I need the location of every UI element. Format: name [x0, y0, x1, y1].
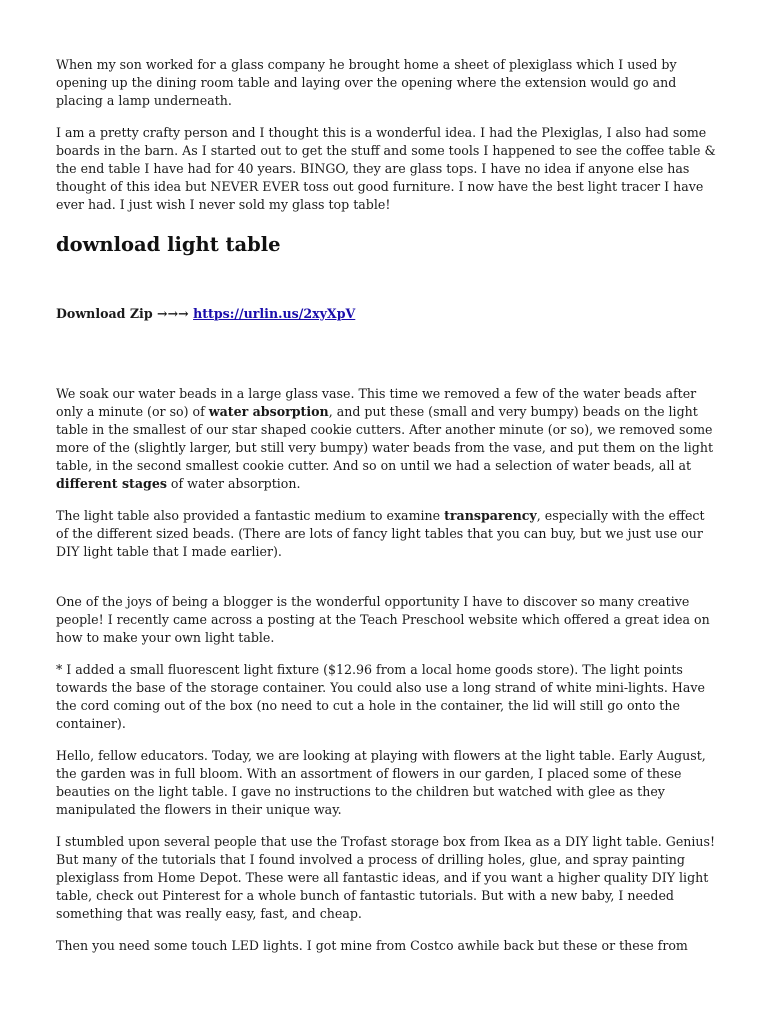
- bold-text: different stages: [56, 476, 167, 491]
- text-span: We soak our water beads in a large glass vase. This time we removed a few of the water beads after only a minute (or so) of: [56, 386, 697, 419]
- text-span: of water absorption.: [166, 476, 301, 491]
- download-label: Download Zip →→→: [56, 306, 194, 321]
- document-page: [56, 56, 718, 969]
- text-span: , especially with the effect of the different sized beads. (There are lots of fancy light tables that you can buy, but we just use our DIY light table that I made earlier).: [56, 508, 705, 559]
- paragraph-led-lights: Then you need some touch LED lights. I got mine from Costco awhile back but these or these from: [56, 938, 688, 953]
- bold-text: transparency: [444, 508, 537, 523]
- spacer: [56, 575, 718, 593]
- paragraph-fluorescent: * I added a small fluorescent light fixture ($12.96 from a local home goods store). The light points towards the base of the storage container. You could also use a long strand of white mini-lights. Have the cord coming out of the box (no need to cut a hole in the container, the lid will still go onto the container).: [56, 662, 705, 731]
- paragraph-crafty: I am a pretty crafty person and I thought this is a wonderful idea. I had the Plexiglas, I also had some boards in the barn. As I started out to get the stuff and some tools I happened to see the coffee table & the end table I have had for 40 years. BINGO, they are glass tops. I have no idea if anyone else has thought of this idea but NEVER EVER toss out good furniture. I now have the best light tracer I have ever had. I just wish I never sold my glass top table!: [56, 125, 716, 212]
- download-link[interactable]: https://urlin.us/2xyXpV: [193, 306, 356, 321]
- spacer: [56, 323, 718, 385]
- paragraph-blogger: One of the joys of being a blogger is the wonderful opportunity I have to discover so many creative people! I recently came across a posting at the Teach Preschool website which offered a great idea on how to make your own light table.: [56, 594, 710, 645]
- section-heading: download light table: [56, 233, 281, 256]
- paragraph-plexiglass: When my son worked for a glass company he brought home a sheet of plexiglass which I used by opening up the dining room table and laying over the opening where the extension would go and placing a lamp underneath.: [56, 57, 677, 108]
- text-span: , and put these (small and very bumpy) beads on the light table in the smallest of our star shaped cookie cutters. After another minute (or so), we removed some more of the (slightly larger, but still very bumpy) water beads from the vase, and put them on the light table, in the second smallest cookie cutter. And so on until we had a selection of water beads, all at: [56, 404, 714, 473]
- paragraph-water-beads: [56, 385, 718, 493]
- paragraph-trofast: I stumbled upon several people that use the Trofast storage box from Ikea as a DIY light table. Genius! But many of the tutorials that I found involved a process of drilling holes, glue, and spray painting plexiglass from Home Depot. These were all fantastic ideas, and if you want a higher quality DIY light table, check out Pinterest for a whole bunch of fantastic tutorials. But with a new baby, I needed something that was really easy, fast, and cheap.: [56, 834, 716, 921]
- text-span: The light table also provided a fantastic medium to examine: [56, 508, 445, 523]
- bold-text: water absorption: [208, 404, 329, 419]
- download-line: [56, 305, 718, 323]
- paragraph-transparency: [56, 507, 718, 561]
- paragraph-flowers: Hello, fellow educators. Today, we are looking at playing with flowers at the light table. Early August, the garden was in full bloom. With an assortment of flowers in our garden, I placed some of these beauties on the light table. I gave no instructions to the children but watched with glee as they manipulated the flowers in their unique way.: [56, 748, 706, 817]
